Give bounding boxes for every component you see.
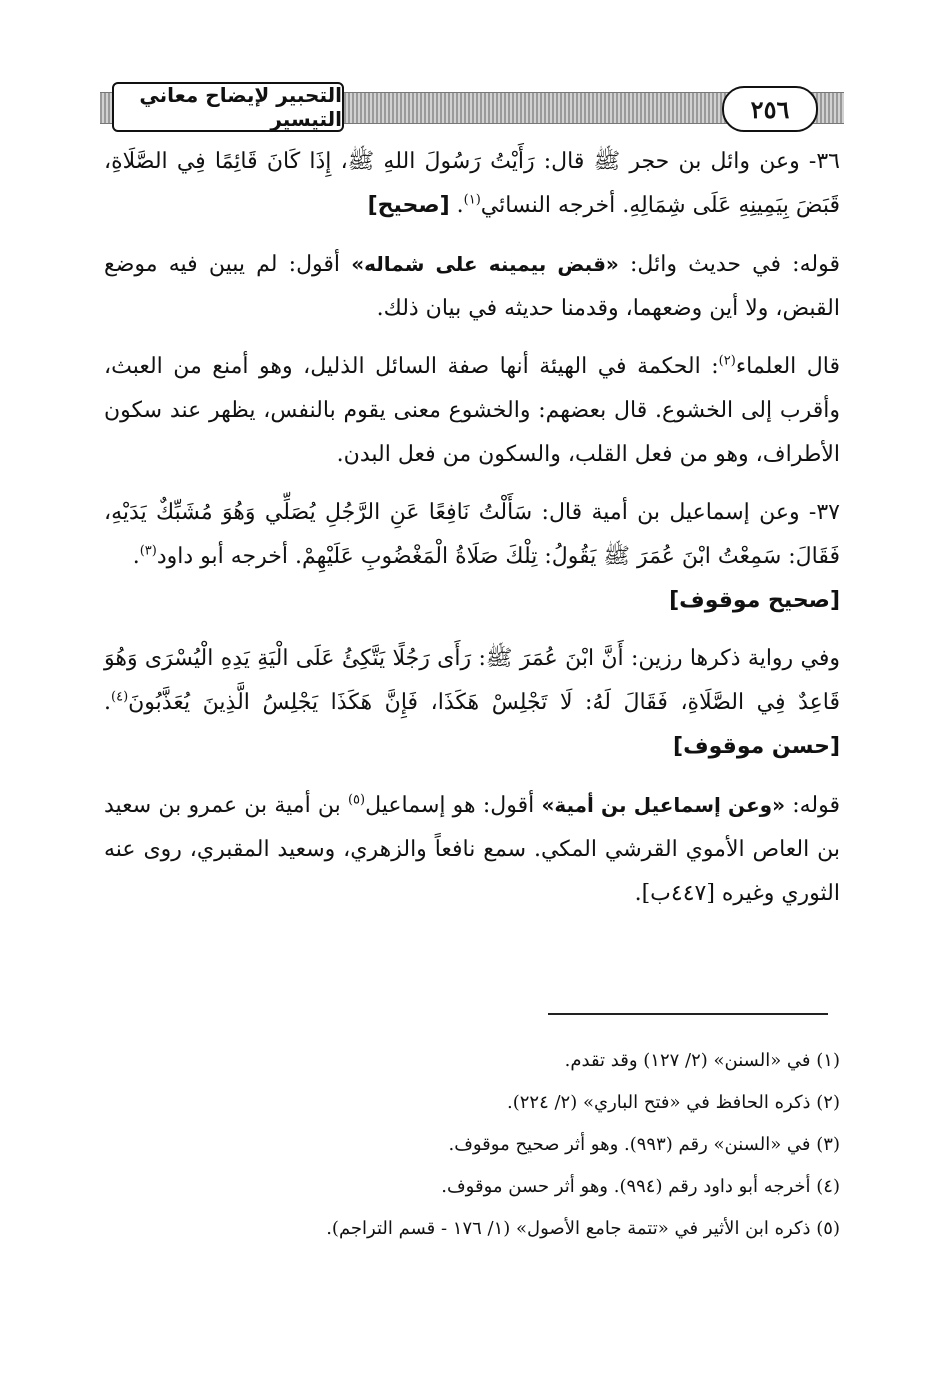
grade-label: [حسن موقوف] <box>673 734 840 759</box>
hadith-text: وفي رواية ذكرها رزين: أَنَّ ابْنَ عُمَرَ ﷺ: رَأَى رَجُلًا يَتَّكِئُ عَلَى الْيَةِ يَدِهِ الْيُسْرَى وَهُوَ قَاعِدٌ فِي الصَّلَاةِ، فَقَالَ لَهُ: لَا تَجْلِسْ هَكَذَا، فَإِنَّ هَكَذَا يَجْلِسُ الَّذِينَ يُعَذَّبُونَ <box>104 646 840 715</box>
commentary-text: بن أمية بن عمرو بن سعيد بن العاص الأموي القرشي المكي. سمع نافعاً والزهري، وسعيد المقبري، روى عنه الثوري وغيره [٤٤٧ب]. <box>104 793 840 906</box>
hadith-text: وعن إسماعيل بن أمية قال: سَأَلْتُ نَافِعًا عَنِ الرَّجُلِ يُصَلِّي وَهُوَ مُشَبِّكٌ يَدَيْهِ، فَقَالَ: سَمِعْتُ ابْنَ عُمَرَ ﷺ يَقُولُ: تِلْكَ صَلَاةُ الْمَغْضُوبِ عَلَيْهِمْ. أخرجه أبو داود <box>104 500 840 569</box>
commentary-text: أقول: هو إسماعيل <box>365 793 542 818</box>
grade-label: [صحيح] <box>367 193 450 218</box>
footnote-ref: (٢) <box>718 353 736 369</box>
punctuation: . <box>132 544 140 569</box>
hadith-37 <box>104 491 840 623</box>
footnote-3: (٣) في «السنن» رقم (٩٩٣). وهو أثر صحيح موقوف. <box>448 1134 840 1155</box>
commentary-text: قال العلماء <box>735 354 840 379</box>
commentary-text: : الحكمة في الهيئة أنها صفة السائل الذليل، وهو أمنع من العبث، وأقرب إلى الخشوع. قال بعضهم: والخشوع معنى يقوم بالنفس، يظهر عند سكون الأطراف، وهو من فعل القلب، والسكون من فعل البدن. <box>104 354 840 467</box>
footnotes <box>104 1040 840 1250</box>
page-header <box>100 82 844 134</box>
footnote-separator <box>548 1013 828 1015</box>
commentary-text: قوله: في حديث وائل: <box>618 252 840 277</box>
footnote-ref: (٣) <box>139 543 157 559</box>
punctuation: . <box>456 193 464 218</box>
footnote-5: (٥) ذكره ابن الأثير في «تتمة جامع الأصول» (١/ ١٧٦ - قسم التراجم). <box>326 1218 840 1239</box>
commentary-2 <box>104 345 840 477</box>
footnote-ref: (٤) <box>111 689 129 705</box>
punctuation: . <box>104 690 111 715</box>
quoted-phrase: «قبض بيمينه على شماله» <box>351 252 619 276</box>
book-title: التحبير لإيضاح معاني التيسير <box>112 82 344 132</box>
hadith-number: ٣٦- <box>799 149 840 174</box>
grade-label: [صحيح موقوف] <box>669 588 840 613</box>
page-number: ٢٥٦ <box>722 86 818 132</box>
commentary-3 <box>104 783 840 916</box>
footnote-ref: (١) <box>463 192 481 208</box>
footnote-ref: (٥) <box>347 792 366 808</box>
hadith-36 <box>104 140 840 228</box>
riwaya-razin <box>104 637 840 769</box>
footnote-4: (٤) أخرجه أبو داود رقم (٩٩٤). وهو أثر حسن موقوف. <box>441 1176 840 1197</box>
commentary-text: قوله: <box>785 793 841 818</box>
footnote-2: (٢) ذكره الحافظ في «فتح الباري» (٢/ ٢٢٤). <box>506 1092 840 1113</box>
commentary-1 <box>104 242 840 331</box>
hadith-number: ٣٧- <box>799 500 840 525</box>
hadith-text: وعن وائل بن حجر ﷺ قال: رَأَيْتُ رَسُولَ اللهِ ﷺ، إِذَا كَانَ قَائِمًا فِي الصَّلَاةِ، قَبَضَ بِيَمِينِهِ عَلَى شِمَالِهِ. أخرجه النسائي <box>104 149 840 218</box>
commentary-text: أقول: لم يبين فيه موضع القبض، ولا أين وضعهما، وقدمنا حديثه في بيان ذلك. <box>104 252 840 321</box>
footnote-1: (١) في «السنن» (٢/ ١٢٧) وقد تقدم. <box>564 1050 840 1071</box>
quoted-phrase: «وعن إسماعيل بن أمية» <box>541 793 786 817</box>
main-text <box>104 140 840 930</box>
